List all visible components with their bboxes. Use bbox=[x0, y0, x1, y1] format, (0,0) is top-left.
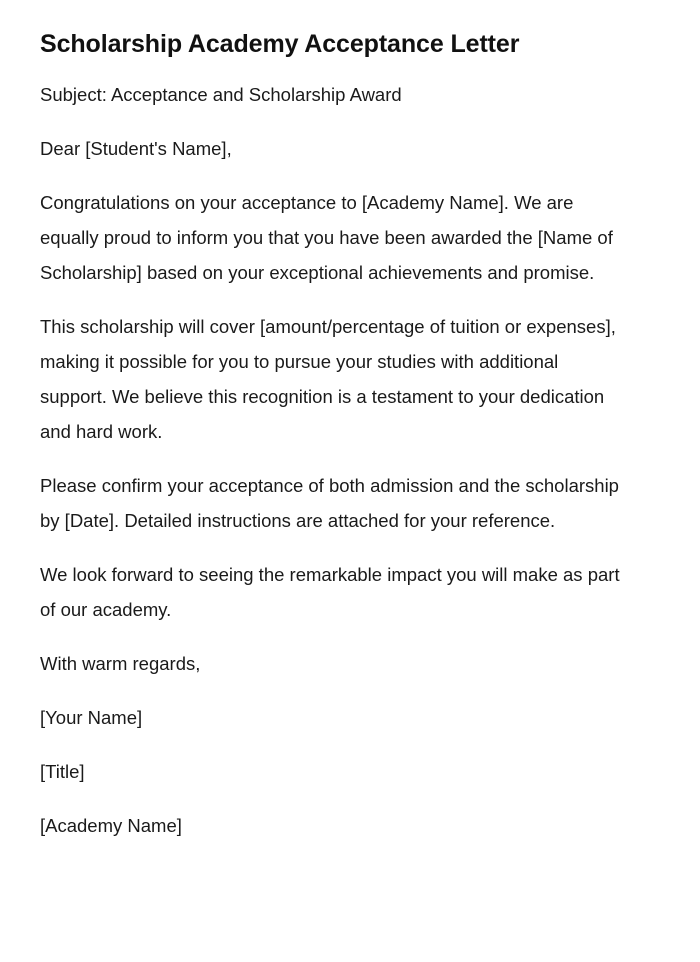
signature-sender-name: [Your Name] bbox=[40, 707, 143, 728]
body-paragraph-congratulations: Congratulations on your acceptance to [Academy Name]. We are equally proud to inform you that you have been awarded the [Name of Scholarship] based on your exceptional achievements and promise. bbox=[40, 192, 613, 283]
letter-body bbox=[40, 77, 620, 843]
subject-line: Subject: Acceptance and Scholarship Award bbox=[40, 84, 402, 105]
body-paragraph-confirmation: Please confirm your acceptance of both admission and the scholarship by [Date]. Detailed instructions are attached for your reference. bbox=[40, 475, 619, 531]
signature-academy-name: [Academy Name] bbox=[40, 815, 182, 836]
signature-sender-title: [Title] bbox=[40, 761, 85, 782]
page-title: Scholarship Academy Acceptance Letter bbox=[40, 30, 520, 58]
salutation: Dear [Student's Name], bbox=[40, 138, 232, 159]
body-paragraph-coverage: This scholarship will cover [amount/percentage of tuition or expenses], making it possible for you to pursue your studies with additional support. We believe this recognition is a testament to your dedication and hard work. bbox=[40, 316, 616, 442]
closing-salutation: With warm regards, bbox=[40, 653, 201, 674]
body-paragraph-closing-remark: We look forward to seeing the remarkable impact you will make as part of our academy. bbox=[40, 564, 620, 620]
